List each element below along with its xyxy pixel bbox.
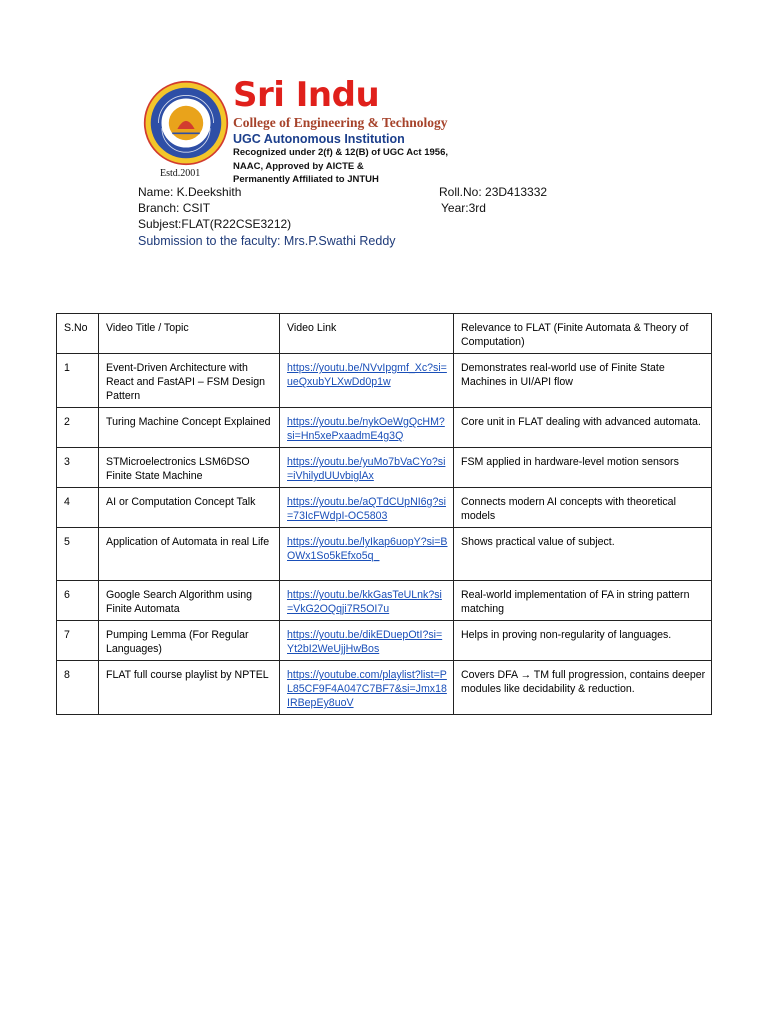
student-name: Name: K.Deekshith	[138, 185, 242, 199]
autonomous-label: UGC Autonomous Institution	[233, 132, 405, 146]
cell-title: Event-Driven Architecture with React and FastAPI – FSM Design Pattern	[99, 354, 280, 408]
cell-relevance: Helps in proving non-regularity of languages.	[454, 621, 712, 661]
video-link[interactable]: https://youtu.be/dikEDuepOtI?si=Yt2bI2WeUjjHwBos	[287, 629, 443, 655]
cell-sno: 5	[57, 528, 99, 581]
video-link[interactable]: https://youtu.be/kkGasTeULnk?si=VkG2OQqji7R5OI7u	[287, 589, 442, 615]
cell-relevance: Core unit in FLAT dealing with advanced automata.	[454, 408, 712, 448]
submission-faculty: Submission to the faculty: Mrs.P.Swathi Reddy	[138, 234, 396, 248]
table-row	[57, 354, 712, 408]
video-table	[56, 313, 712, 715]
cell-link	[280, 354, 454, 408]
cell-title: FLAT full course playlist by NPTEL	[99, 661, 280, 715]
header-relevance: Relevance to FLAT (Finite Automata & Theory of Computation)	[454, 314, 712, 354]
video-link[interactable]: https://youtu.be/lyIkap6uopY?si=BOWx1So5kEfxo5q_	[287, 536, 448, 562]
cell-link	[280, 488, 454, 528]
cell-sno: 7	[57, 621, 99, 661]
cell-sno: 3	[57, 448, 99, 488]
cell-link	[280, 661, 454, 715]
cell-sno: 2	[57, 408, 99, 448]
cell-sno: 6	[57, 581, 99, 621]
cell-relevance: Shows practical value of subject.	[454, 528, 712, 581]
student-year: Year:3rd	[441, 201, 486, 215]
cell-link	[280, 621, 454, 661]
cell-relevance: FSM applied in hardware-level motion sensors	[454, 448, 712, 488]
student-subject: Subjest:FLAT(R22CSE3212)	[138, 217, 292, 231]
cell-title: Application of Automata in real Life	[99, 528, 280, 581]
cell-title: Turing Machine Concept Explained	[99, 408, 280, 448]
college-header	[140, 75, 480, 188]
table-row	[57, 621, 712, 661]
college-brand	[233, 75, 449, 187]
college-name: Sri Indu	[233, 75, 380, 115]
header-link: Video Link	[280, 314, 454, 354]
cell-title: Google Search Algorithm using Finite Automata	[99, 581, 280, 621]
cell-relevance: Real-world implementation of FA in string pattern matching	[454, 581, 712, 621]
cell-title: AI or Computation Concept Talk	[99, 488, 280, 528]
recognition-line-2: NAAC, Approved by AICTE &	[233, 160, 364, 172]
header-title: Video Title / Topic	[99, 314, 280, 354]
student-roll-number: Roll.No: 23D413332	[439, 185, 548, 199]
student-branch: Branch: CSIT	[138, 201, 211, 215]
cell-relevance: Demonstrates real-world use of Finite State Machines in UI/API flow	[454, 354, 712, 408]
college-seal-logo-icon	[143, 80, 229, 166]
cell-relevance: Covers DFA → TM full progression, contains deeper modules like decidability & reduction.	[454, 661, 712, 715]
table-row	[57, 581, 712, 621]
table-row	[57, 448, 712, 488]
cell-link	[280, 408, 454, 448]
table-row	[57, 528, 712, 581]
cell-title: Pumping Lemma (For Regular Languages)	[99, 621, 280, 661]
video-link[interactable]: https://youtube.com/playlist?list=PL85CF9F4A047C7BF7&si=Jmx18IRBepEy8uoV	[287, 669, 447, 709]
cell-sno: 1	[57, 354, 99, 408]
cell-link	[280, 528, 454, 581]
cell-sno: 4	[57, 488, 99, 528]
video-link[interactable]: https://youtu.be/nykOeWgQcHM?si=Hn5xePxaadmE4g3Q	[287, 416, 445, 442]
table-row	[57, 661, 712, 715]
cell-title: STMicroelectronics LSM6DSO Finite State Machine	[99, 448, 280, 488]
recognition-line-1: Recognized under 2(f) & 12(B) of UGC Act 1956,	[233, 147, 449, 158]
established-year: Estd.2001	[160, 168, 201, 179]
table-header-row	[57, 314, 712, 354]
cell-relevance: Connects modern AI concepts with theoretical models	[454, 488, 712, 528]
recognition-line-3: Permanently Affiliated to JNTUH	[233, 174, 379, 185]
cell-sno: 8	[57, 661, 99, 715]
video-link[interactable]: https://youtu.be/NVvIpgmf_Xc?si=ueQxubYLXwDd0p1w	[287, 362, 447, 388]
header-sno: S.No	[57, 314, 99, 354]
video-link[interactable]: https://youtu.be/yuMo7bVaCYo?si=iVhilydUUvbiglAx	[287, 456, 446, 482]
cell-link	[280, 448, 454, 488]
college-subtitle: College of Engineering & Technology	[233, 115, 448, 130]
cell-link	[280, 581, 454, 621]
video-link[interactable]: https://youtu.be/aQTdCUpNI6g?si=73IcFWdpI-OC5803	[287, 496, 446, 522]
table-row	[57, 488, 712, 528]
table-row	[57, 408, 712, 448]
